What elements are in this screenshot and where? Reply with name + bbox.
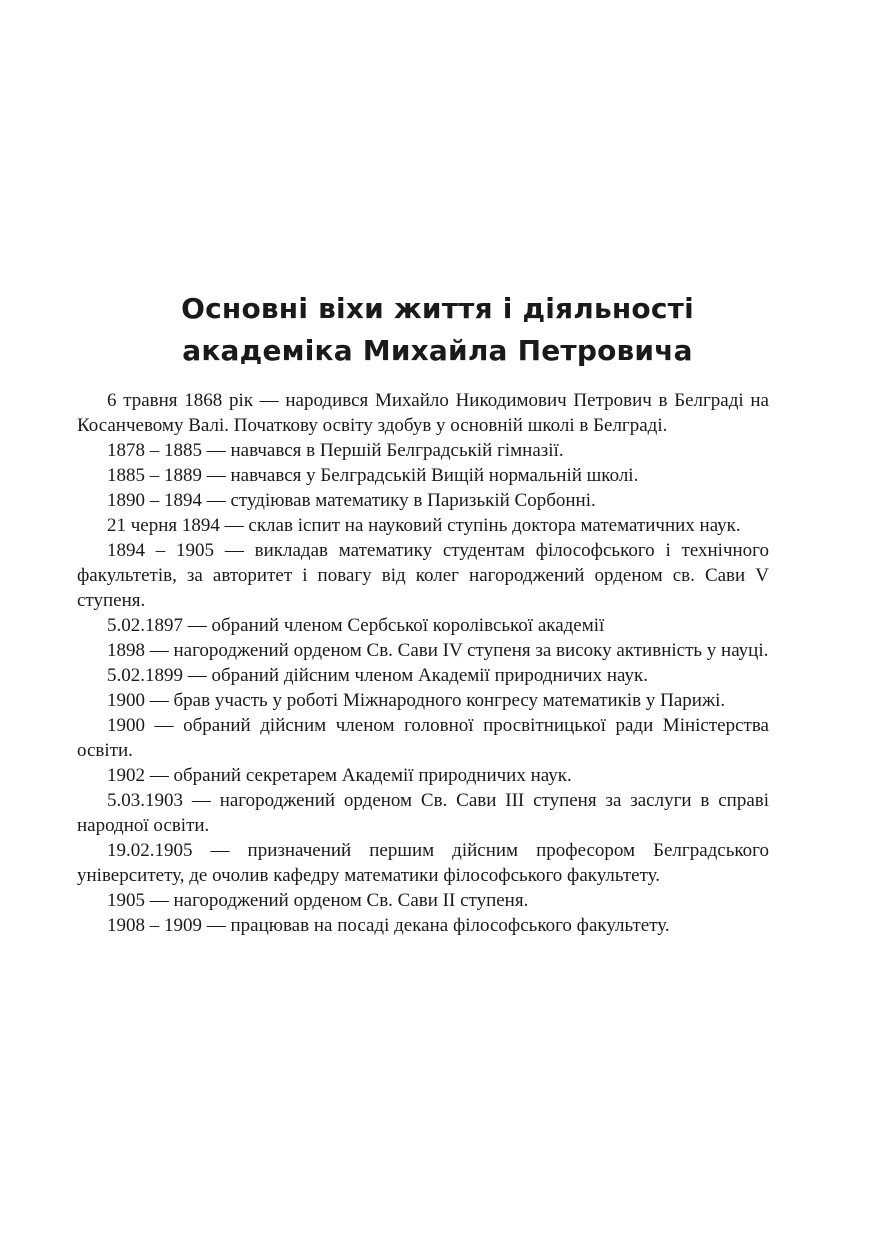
milestone-paragraph: 21 черня 1894 — склав іспит на науковий ступінь доктора математичних наук. [107, 515, 741, 536]
milestone-paragraph: 1900 — брав участь у роботі Міжнародного конгресу математиків у Парижі. [107, 690, 726, 711]
milestone-paragraph: 5.03.1903 — нагороджений орденом Св. Сави III ступеня за заслуги в справі народної освіти. [77, 790, 769, 836]
milestone-paragraph: 5.02.1897 — обраний членом Сербської королівської академії [107, 615, 605, 636]
milestone-paragraph: 1890 – 1894 — студіював математику в Паризькій Сорбонні. [107, 490, 596, 511]
milestone-paragraph: 1900 — обраний дійсним членом головної просвітницької ради Міністерства освіти. [77, 715, 769, 761]
title-line-2: академіка Михайла Петровича [182, 334, 693, 367]
milestone-paragraph: 1885 – 1889 — навчався у Белградській Вищій нормальній школі. [107, 465, 639, 486]
milestone-paragraph: 1905 — нагороджений орденом Св. Сави II ступеня. [107, 890, 529, 911]
milestone-paragraph: 1894 – 1905 — викладав математику студентам філософського і технічного факультетів, за авторитет і повагу від колег нагороджений орденом св. Сави V ступеня. [77, 540, 769, 611]
milestone-paragraph: 6 травня 1868 рік — народився Михайло Никодимович Петрович в Белграді на Косанчевому Валі. Початкову освіту здобув у основній школі в Белграді. [77, 390, 769, 436]
milestone-paragraph: 1878 – 1885 — навчався в Першій Белградській гімназії. [107, 440, 564, 461]
milestone-paragraph: 1902 — обраний секретарем Академії природничих наук. [107, 765, 572, 786]
milestones-list [77, 388, 769, 938]
milestone-paragraph: 5.02.1899 — обраний дійсним членом Академії природничих наук. [107, 665, 648, 686]
page-title [0, 288, 875, 372]
milestone-paragraph: 19.02.1905 — призначений першим дійсним професором Белградського університету, де очолив кафедру математики філософського факультету. [77, 840, 769, 886]
title-line-1: Основні віхи життя і діяльності [181, 292, 694, 325]
milestone-paragraph: 1898 — нагороджений орденом Св. Сави IV ступеня за високу активність у науці. [107, 640, 769, 661]
milestone-paragraph: 1908 – 1909 — працював на посаді декана філософського факультету. [107, 915, 670, 936]
